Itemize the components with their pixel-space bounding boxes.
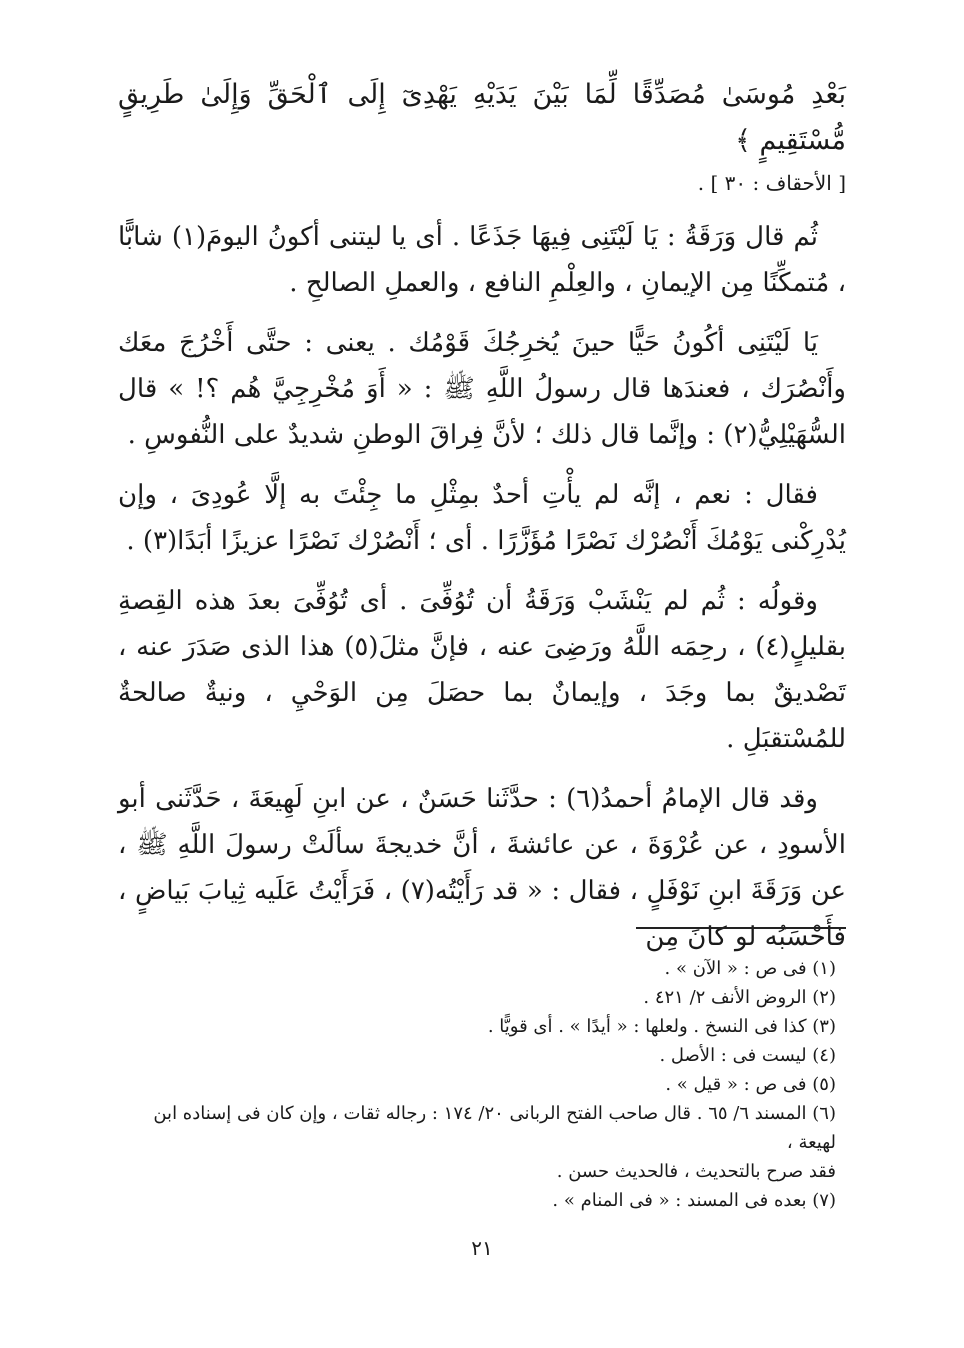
footnote-separator xyxy=(636,927,846,929)
footnote-7: (٧) بعده فى المسند : « فى المنام » . xyxy=(552,1190,836,1211)
footnotes xyxy=(118,954,836,1215)
paragraph-5: وقد قال الإمامُ أحمدُ(٦) : حدَّثَنا حَسَنٌ ، عن ابنِ لَهِيعَةَ ، حَدَّثَنى أبو الأسودِ ، عن عُرْوَةَ ، عن عائشةَ ، أنَّ خديجةَ سألَتْ رسولَ اللَّهِ ﷺ ، عن وَرَقَةَ ابنِ نَوْفَلٍ ، فقال : « قد رَأَيْتُه(٧) ، فَرَأَيْتُ عَلَيه ثِيابَ بَياضٍ ، فأَحْسَبُه لو كانَ مِن xyxy=(118,784,847,952)
footnote-1: (١) فى ص : « الآن » . xyxy=(664,958,836,979)
footnote-5: (٥) فى ص : « قيل » . xyxy=(665,1074,836,1095)
footnote-3: (٣) كذا فى النسخ . ولعلها : « أيدًا » . أى قويًّا . xyxy=(487,1016,836,1037)
paragraph-1: ثُم قال وَرَقَةُ : يَا لَيْتَنِى فِيهَا جَذَعًا . أى يا ليتنى أكونُ اليومَ(١) شابًّا ، مُتمكِّنًا مِن الإيمانِ ، والعِلْمِ النافع ، والعملِ الصالحِ . xyxy=(118,222,846,298)
verse-paragraph xyxy=(118,72,846,200)
footnote-2: (٢) الروض الأنف ٢/ ٤٢١ . xyxy=(643,987,836,1008)
footnote-6-continuation: فقد صرح بالتحديث ، فالحديث حسن . xyxy=(556,1161,836,1182)
footnote-6: (٦) المسند ٦/ ٦٥ . قال صاحب الفتح الربانى ٢٠/ ١٧٤ : رجاله ثقات ، وإن كان فى إسناده ابن لهيعة ، xyxy=(153,1103,836,1153)
paragraph-4: وقولُه : ثُم لم يَنْشَبْ وَرَقَةُ أن تُوُفِّىَ . أى تُوُفِّىَ بعدَ هذه القِصةِ بقليلٍ(٤) ، رحِمَه اللَّهُ ورَضِىَ عنه ، فإنَّ مثلَ(٥) هذا الذى صَدَرَ عنه ، تَصْديقٌ بما وجَدَ ، وإيمانٌ بما حصَلَ مِن الوَحْيِ ، ونيةٌ صالحةٌ للمُسْتقبَلِ . xyxy=(118,586,846,754)
quran-verse: بَعْدِ مُوسَىٰ مُصَدِّقًا لِّمَا بَيْنَ يَدَيْهِ يَهْدِىٓ إِلَى ٱلْحَقِّ وَإِلَىٰ طَرِيقٍ مُّسْتَقِيمٍ ﴾ xyxy=(118,79,846,156)
main-text xyxy=(118,72,846,974)
verse-reference: [ الأحقاف : ٣٠ ] . xyxy=(697,171,846,195)
paragraph-3: فقال : نعم ، إنَّه لم يأْتِ أحدٌ بمِثْلِ ما جِئْتَ به إلَّا عُودِىَ ، وإن يُدْرِكْنى يَوْمُكَ أَنْصُرْك نَصْرًا مُؤَزَّرًا . أى ؛ أَنْصُرْك نَصْرًا عزيزًا أبَدًا(٣) . xyxy=(118,480,846,556)
page-number: ٢١ xyxy=(471,1236,493,1260)
footnote-4: (٤) ليست فى : الأصل . xyxy=(659,1045,836,1066)
paragraph-2: يَا لَيْتَنِى أكُونُ حَيًّا حينَ يُخرِجُكَ قَوْمُك . يعنى : حتَّى أَخْرُجَ معَك وأَنْصُرَك ، فعندَها قال رسولُ اللَّهِ ﷺ : « أَوَ مُخْرِجِيَّ هُم ؟! » قال السُّهَيْلِيُّ(٢) : وإنَّما قال ذلك ؛ لأنَّ فِراقَ الوطنِ شديدٌ على النُّفوسِ . xyxy=(118,328,846,450)
